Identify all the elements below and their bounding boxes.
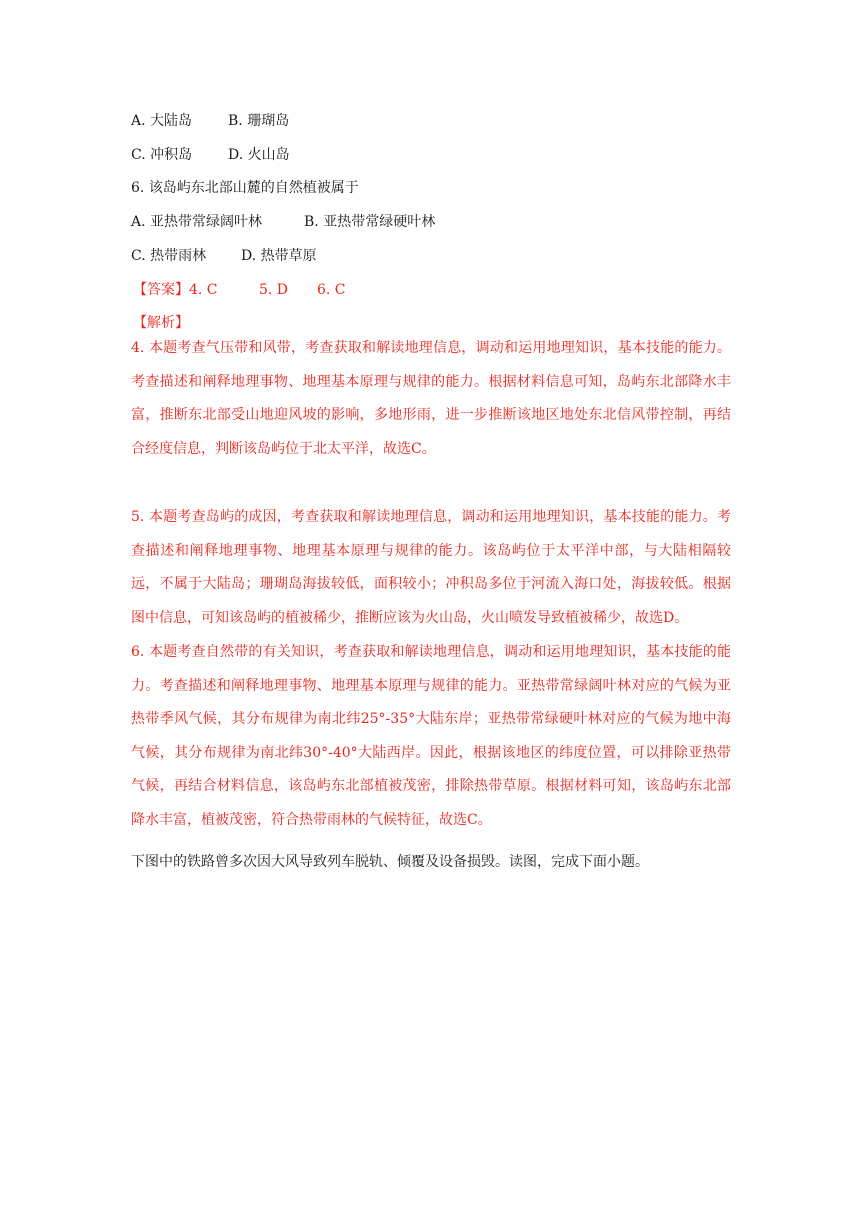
answer-4: 4. C [189, 282, 218, 298]
answer-5: 5. D [259, 282, 289, 298]
explanation-6: 6. 本题考查自然带的有关知识，考查获取和解读地理信息，调动和运用地理知识，基本技能的能力。考查描述和阐释地理事物、地理基本原理与规律的能力。亚热带常绿阔叶林对应的气候为亚热带季风气候，其分布规律为南北纬25°-35°大陆东岸；亚热带常绿硬叶林对应的气候为地中海气候，其分布规律为南北纬30°-40°大陆西岸。因此，根据该地区的纬度位置，可以排除亚热带气候，再结合材料信息，该岛屿东北部植被茂密，排除热带草原。根据材料可知，该岛屿东北部降水丰富，植被茂密，符合热带雨林的气候特征，故选C。 [131, 644, 731, 828]
explanation-5: 5. 本题考查岛屿的成因，考查获取和解读地理信息，调动和运用地理知识，基本技能的能力。考查描述和阐释地理事物、地理基本原理与规律的能力。该岛屿位于太平洋中部，与大陆相隔较远，不属于大陆岛；珊瑚岛海拔较低，面积较小；冲积岛多位于河流入海口处，海拔较低。根据图中信息，可知该岛屿的植被稀少，推断应该为火山岛，火山喷发导致植被稀少，故选D。 [131, 509, 731, 626]
option-d: D. 热带草原 [241, 248, 317, 264]
answer-6: 6. C [317, 282, 346, 298]
option-c: C. 冲积岛 [131, 147, 193, 163]
q6-options-row-1 [131, 212, 435, 232]
option-a: A. 大陆岛 [131, 113, 193, 129]
analysis-label: 【解析】 [133, 315, 189, 331]
q6-options-row-2 [131, 246, 317, 266]
q6-stem: 6. 该岛屿东北部山麓的自然植被属于 [131, 180, 359, 196]
option-b: B. 亚热带常绿硬叶林 [304, 214, 436, 230]
explanation-4: 4. 本题考查气压带和风带，考查获取和解读地理信息，调动和运用地理知识，基本技能的能力。考查描述和阐释地理事物、地理基本原理与规律的能力。根据材料信息可知，岛屿东北部降水丰富，推断东北部受山地迎风坡的影响，多地形雨，进一步推断该地区地处东北信风带控制，再结合经度信息，判断该岛屿位于北太平洋，故选C。 [131, 340, 731, 457]
option-a: A. 亚热带常绿阔叶林 [131, 214, 263, 230]
q5-options-row-2 [131, 145, 290, 165]
answer-label: 【答案】 [133, 282, 189, 298]
q5-options-row-1 [131, 111, 289, 131]
next-question-intro: 下图中的铁路曾多次因大风导致列车脱轨、倾覆及设备损毁。读图，完成下面小题。 [131, 854, 649, 870]
option-c: C. 热带雨林 [131, 248, 207, 264]
answer-line [133, 280, 346, 300]
option-d: D. 火山岛 [228, 147, 290, 163]
option-b: B. 珊瑚岛 [228, 113, 290, 129]
